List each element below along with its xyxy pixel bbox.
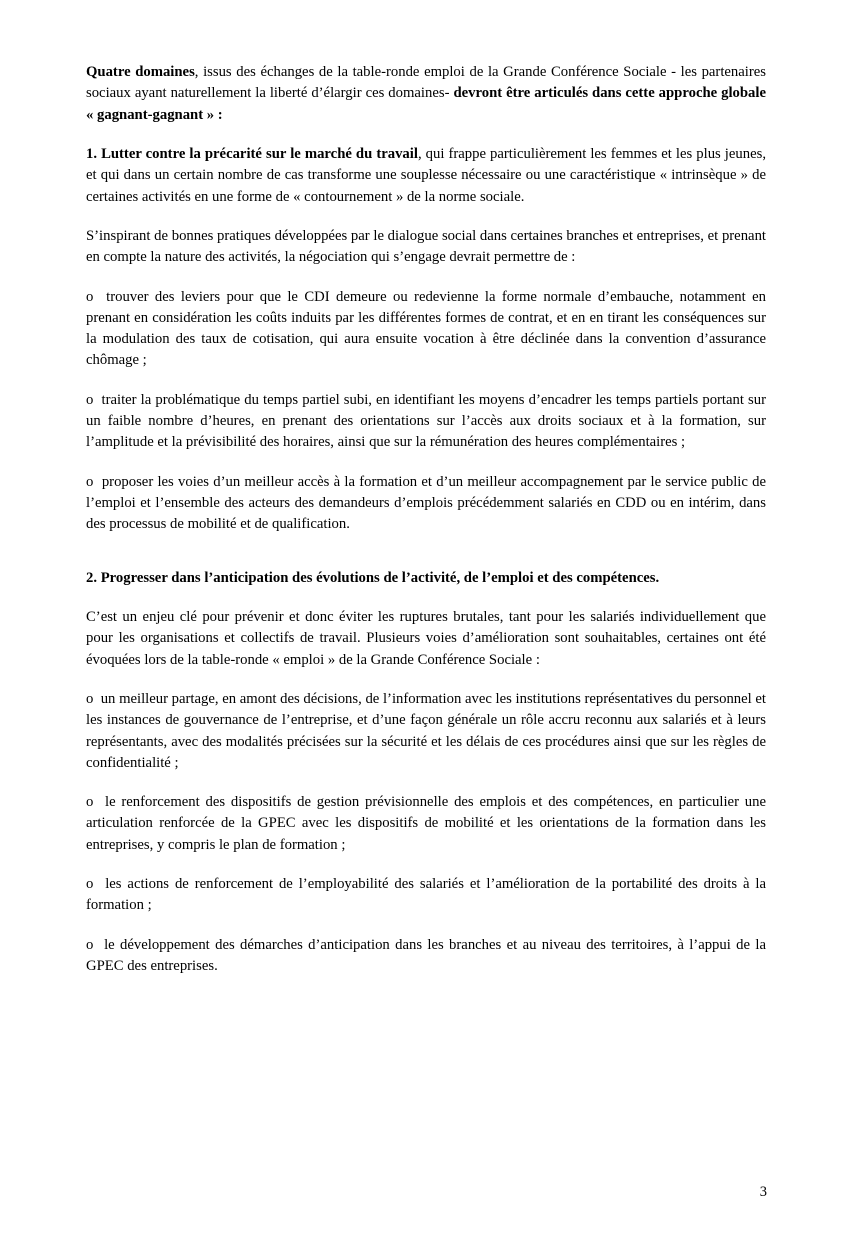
text-run: le renforcement des dispositifs de gestion prévisionnelle des emplois et des compétences, en particulier une articulation renforcée de la GPEC avec les dispositifs de mobilité et les orientations de la formation dans les entreprises, y compris le plan de formation ;: [86, 794, 766, 853]
paragraph: [86, 226, 766, 269]
list-item: [86, 287, 766, 372]
text-run: un meilleur partage, en amont des décisions, de l’information avec les institutions représentatives du personnel et les instances de gouvernance de l’entreprise, et d’une façon générale un rôle accru reconnu aux salariés et à leurs représentants, avec des modalités précisées sur la sécurité et les délais de ces procédures ainsi que sur les règles de confidentialité ;: [86, 690, 767, 771]
bullet-marker: o: [86, 876, 94, 893]
bullet-marker: o: [86, 936, 94, 953]
text-run-bold: Quatre domaines: [86, 64, 195, 80]
list-item: [86, 935, 766, 978]
paragraph: [86, 62, 766, 126]
paragraph-spacer: [86, 554, 766, 568]
text-run: les actions de renforcement de l’employabilité des salariés et l’amélioration de la portabilité des droits à la formation ;: [86, 876, 766, 914]
text-run-bold: devront être articulés dans cette approche globale « gagnant-gagnant » :: [86, 85, 766, 123]
text-run: , issus des échanges de la table-ronde emploi de la Grande Conférence Sociale - les partenaires sociaux ayant naturellement la liberté d’élargir ces domaines-: [86, 64, 766, 102]
bullet-marker: o: [86, 391, 94, 408]
paragraph: [86, 568, 766, 589]
page-number: 3: [759, 1184, 767, 1200]
text-run-bold: 1. Lutter contre la précarité sur le marché du travail: [86, 145, 418, 162]
paragraph: [86, 607, 766, 671]
list-item: [86, 874, 766, 917]
text-run: S’inspirant de bonnes pratiques développées par le dialogue social dans certaines branches et entreprises, et prenant en compte la nature des activités, la négociation qui s’engage devrait permettre de :: [86, 227, 766, 266]
bullet-marker: o: [86, 794, 94, 811]
text-run: C’est un enjeu clé pour prévenir et donc éviter les ruptures brutales, tant pour les salariés individuellement que pour les organisations et collectifs de travail. Plusieurs voies d’amélioration sont souhaitables, certaines ont été évoquées lors de la table-ronde « emploi » de la Grande Conférence Sociale :: [86, 608, 766, 668]
list-item: [86, 689, 766, 774]
bullet-marker: o: [86, 690, 94, 707]
text-run: proposer les voies d’un meilleur accès à la formation et d’un meilleur accompagnement par le service public de l’emploi et l’ensemble des acteurs des demandeurs d’emplois précédemment salariés en CDD ou en intérim, dans des processus de mobilité et de qualification.: [86, 473, 767, 533]
list-item: [86, 792, 766, 856]
text-run-bold: 2. Progresser dans l’anticipation des évolutions de l’activité, de l’emploi et des compétences.: [86, 569, 660, 586]
list-item: [86, 472, 766, 536]
bullet-marker: o: [86, 473, 94, 490]
paragraph: [86, 144, 766, 208]
text-run: trouver des leviers pour que le CDI demeure ou redevienne la forme normale d’embauche, notamment en prenant en considération les coûts induits par les différentes formes de contrat, et en en tirant les conséquences sur la modulation des taux de cotisation, qui aura ensuite vocation à être déclinée dans la convention d’assurance chômage ;: [86, 288, 766, 369]
document-body: [86, 62, 766, 977]
list-item: [86, 390, 766, 454]
text-run: traiter la problématique du temps partiel subi, en identifiant les moyens d’encadrer les temps partiels portant sur un faible nombre d’heures, en prenant des orientations sur l’accès aux droits sociaux et à la formation, sur l’amplitude et la prévisibilité des horaires, ainsi que sur la rémunération des heures complémentaires ;: [86, 391, 766, 451]
text-run: le développement des démarches d’anticipation dans les branches et au niveau des territoires, à l’appui de la GPEC des entreprises.: [86, 936, 766, 974]
bullet-marker: o: [86, 288, 94, 305]
text-run: , qui frappe particulièrement les femmes et les plus jeunes, et qui dans un certain nombre de cas transforme une souplesse nécessaire ou une caractéristique « intrinsèque » de certaines activités en une forme de « contournement » de la norme sociale.: [86, 145, 766, 205]
